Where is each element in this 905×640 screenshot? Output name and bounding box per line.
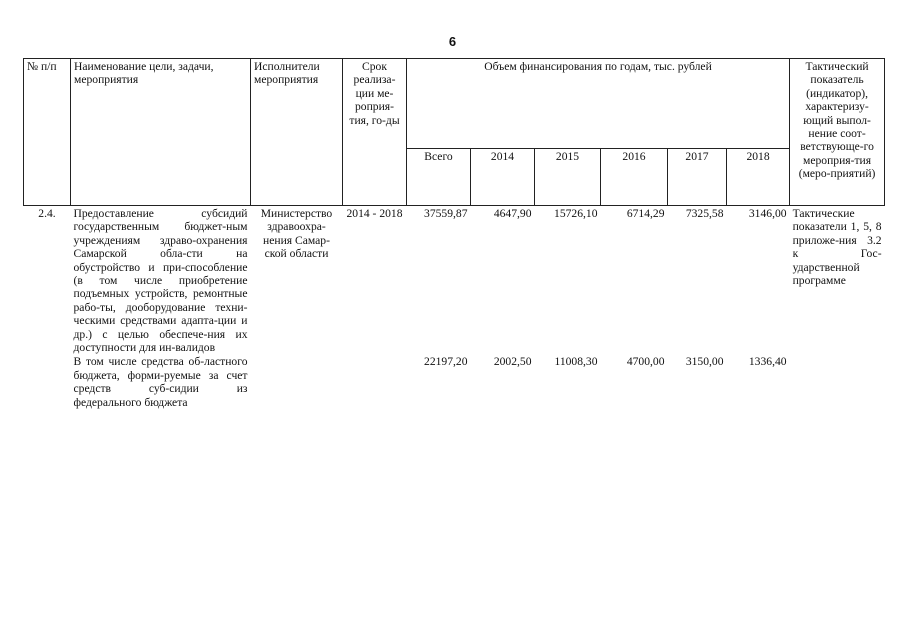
row-2016: 6714,29 (626, 207, 665, 220)
row-num: 2.4. (38, 207, 56, 220)
header-year-2017: 2017 (668, 149, 727, 206)
row-num (24, 354, 71, 409)
header-name: Наименование цели, задачи, мероприятия (71, 59, 251, 206)
row-2015: 15726,10 (554, 207, 598, 220)
row-2017: 7325,58 (685, 207, 724, 220)
row-total: 37559,87 (424, 207, 468, 220)
row-2014: 2002,50 (493, 355, 532, 369)
row-executor (251, 354, 343, 409)
table-row (24, 354, 885, 409)
financing-table (23, 58, 885, 409)
row-total: 22197,20 (424, 355, 468, 369)
header-financing: Объем финансирования по годам, тыс. рублей (407, 59, 790, 149)
table-row (24, 206, 885, 355)
row-2016: 4700,00 (626, 355, 665, 369)
row-2018: 3146,00 (748, 207, 787, 220)
header-year-2014: 2014 (471, 149, 535, 206)
header-num: № п/п (24, 59, 71, 206)
header-year-2018: 2018 (727, 149, 790, 206)
row-indicator (790, 354, 885, 409)
row-name: Предоставление субсидий государственным бюджет-ным учреждениям здраво-охранения Самарской обла-сти на обустройство и при-способление (в том числе приобретение подъемных устройств, ремонтные рабо-ты, дооборудование техни-ческими средствами адапта-ции и др.) с целью обеспече-ния их доступности для ин-валидов (73, 207, 248, 355)
page-number: 6 (448, 34, 457, 49)
header-total: Всего (407, 149, 471, 206)
row-term (343, 354, 407, 409)
row-term: 2014 - 2018 (346, 207, 403, 220)
header-year-2015: 2015 (535, 149, 601, 206)
row-2014: 4647,90 (493, 207, 532, 220)
table-header (24, 59, 885, 206)
row-2015: 11008,30 (554, 355, 598, 369)
header-executors: Исполнители мероприятия (251, 59, 343, 206)
row-executor: Министерство здравоохра-нения Самар-ской области (260, 207, 333, 261)
header-term: Срок реализа-ции ме-роприя-тия, го-ды (343, 59, 407, 206)
table-body (24, 206, 885, 410)
row-2017: 3150,00 (685, 355, 724, 369)
row-name: В том числе средства об-ластного бюджета, форми-руемые за счет средств суб-сидии из федерального бюджета (73, 355, 248, 409)
row-indicator: Тактические показатели 1, 5, 8 приложе-ния 3.2 к Гос-ударственной программе (792, 207, 882, 288)
header-year-2016: 2016 (601, 149, 668, 206)
row-2018: 1336,40 (748, 355, 787, 369)
header-indicator: Тактический показатель (индикатор), характеризу-ющий выпол-нение соот-ветствующе-го мероприя-тия (меро-приятий) (790, 59, 885, 206)
